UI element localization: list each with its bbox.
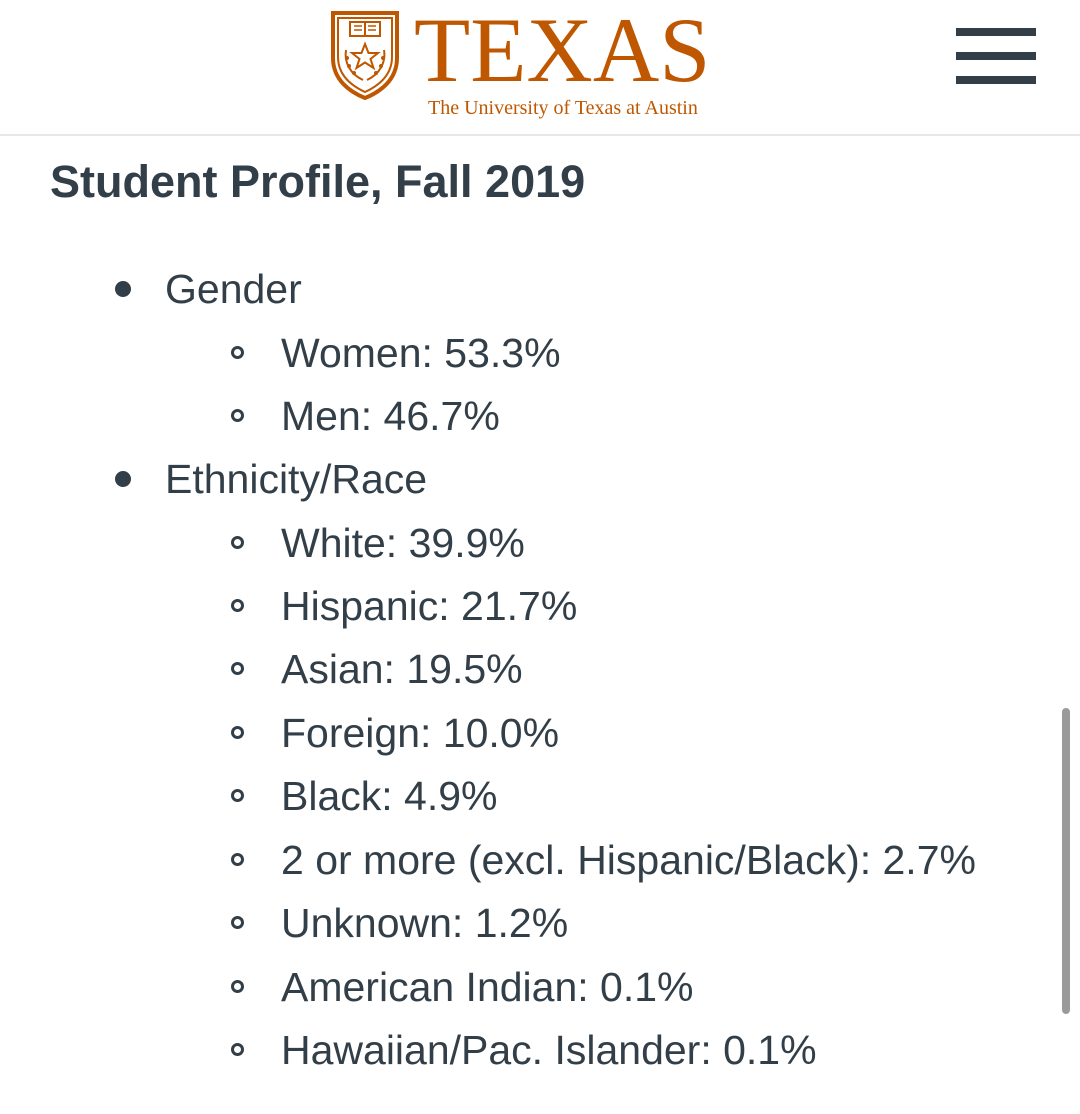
- bullet-circle: [231, 346, 244, 359]
- bullet-circle: [231, 916, 244, 929]
- list-item: Hispanic: 21.7%: [281, 583, 578, 629]
- list-item: Women: 53.3%: [281, 330, 561, 376]
- list-item: Hawaiian/Pac. Islander: 0.1%: [281, 1027, 817, 1073]
- bullet-circle: [231, 599, 244, 612]
- list-item: Unknown: 1.2%: [281, 900, 569, 946]
- bullet-disc: [115, 471, 131, 487]
- menu-bar: [956, 52, 1036, 60]
- menu-bar: [956, 76, 1036, 84]
- bullet-circle: [231, 980, 244, 993]
- list-item-gender: Gender: [165, 266, 302, 312]
- bullet-circle: [231, 409, 244, 422]
- bullet-disc: [115, 281, 131, 297]
- texas-wordmark: TEXAS: [414, 0, 711, 101]
- list-item: Asian: 19.5%: [281, 646, 523, 692]
- page-title: Student Profile, Fall 2019: [50, 156, 586, 207]
- list-item: Foreign: 10.0%: [281, 710, 560, 756]
- list-item: White: 39.9%: [281, 520, 525, 566]
- bullet-circle: [231, 1043, 244, 1056]
- bullet-circle: [231, 662, 244, 675]
- list-item: Men: 46.7%: [281, 393, 500, 439]
- list-item: American Indian: 0.1%: [281, 964, 694, 1010]
- ut-logo[interactable]: [330, 0, 730, 125]
- list-item: Black: 4.9%: [281, 773, 498, 819]
- university-tagline: The University of Texas at Austin: [428, 97, 698, 119]
- ut-shield-seal-icon: [330, 10, 400, 100]
- menu-bar: [956, 28, 1036, 36]
- bullet-circle: [231, 536, 244, 549]
- vertical-scrollbar[interactable]: [1062, 708, 1070, 1014]
- bullet-circle: [231, 726, 244, 739]
- bullet-circle: [231, 789, 244, 802]
- list-item: 2 or more (excl. Hispanic/Black): 2.7%: [281, 837, 976, 883]
- list-item-ethnicity: Ethnicity/Race: [165, 456, 428, 502]
- hamburger-menu-icon[interactable]: [956, 26, 1038, 88]
- site-header: [0, 0, 1080, 136]
- bullet-circle: [231, 853, 244, 866]
